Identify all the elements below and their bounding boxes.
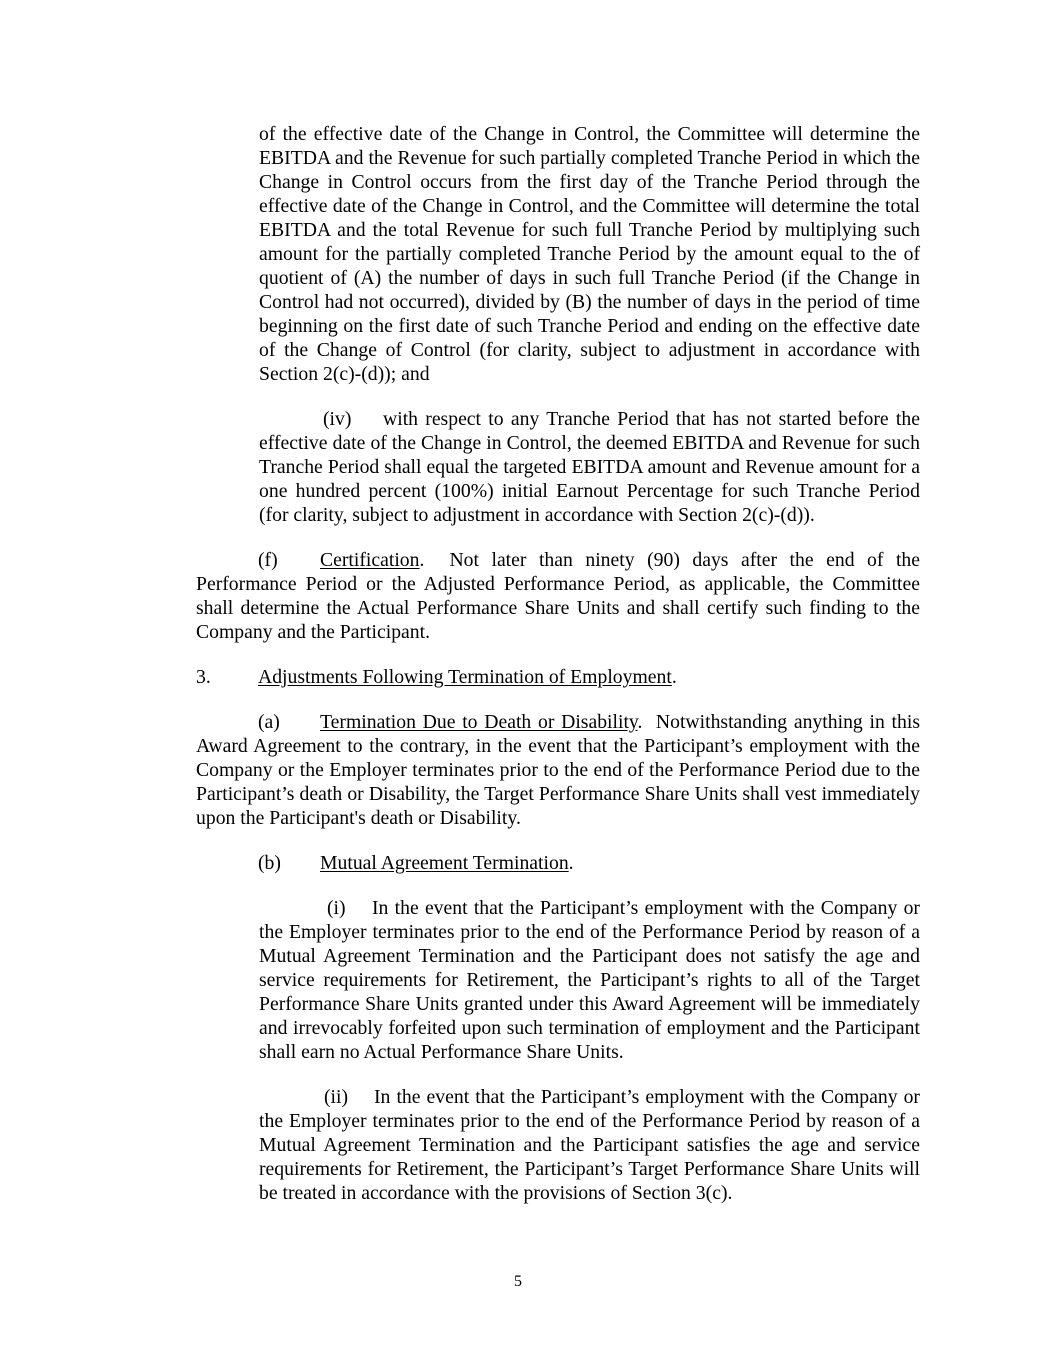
section-3-suffix: . — [671, 666, 677, 688]
clause-a-heading: Termination Due to Death or Disability — [320, 711, 638, 733]
document-body — [196, 122, 920, 1226]
clause-b-label: (b) — [258, 852, 281, 874]
clause-iv — [259, 407, 920, 527]
clause-a-label: (a) — [258, 711, 280, 733]
clause-b-i — [259, 896, 920, 1064]
clause-b-heading — [196, 851, 920, 875]
clause-b-i-label: (i) — [327, 897, 346, 919]
clause-f-certification — [196, 548, 920, 644]
section-3-title: Adjustments Following Termination of Employment — [258, 666, 672, 688]
section-3-number: 3. — [196, 666, 211, 688]
section-3-heading — [196, 665, 920, 689]
clause-b-title: Mutual Agreement Termination — [320, 852, 569, 874]
clause-f-text: . Not later than ninety (90) days after the end of the Performance Period or the Adjusted Performance Period, as applicable, the Committee shall determine the Actual Performance Share Units and shall certify such finding to the Company and the Participant. — [196, 549, 920, 643]
page-number: 5 — [514, 1273, 522, 1290]
clause-a-death-disability — [196, 710, 920, 830]
clause-b-suffix: . — [568, 852, 574, 874]
clause-b-ii — [259, 1085, 920, 1205]
clause-b-i-text: In the event that the Participant’s employment with the Company or the Employer terminates prior to the end of the Performance Period by reason of a Mutual Agreement Termination and the Participant does not satisfy the age and service requirements for Retirement, the Participant’s rights to all of the Target Performance Share Units granted under this Award Agreement will be immediately and irrevocably forfeited upon such termination of employment and the Participant shall earn no Actual Performance Share Units. — [259, 897, 920, 1063]
clause-b-ii-label: (ii) — [324, 1086, 349, 1108]
paragraph-change-in-control: of the effective date of the Change in Control, the Committee will determine the EBITDA and the Revenue for such partially completed Tranche Period in which the Change in Control occurs from the first day of the Tranche Period through the effective date of the Change in Control, and the Committee will determine the total EBITDA and the total Revenue for such full Tranche Period by multiplying such amount for the partially completed Tranche Period by the amount equal to the of quotient of (A) the number of days in such full Tranche Period (if the Change in Control had not occurred), divided by (B) the number of days in the period of time beginning on the first date of such Tranche Period and ending on the effective date of the Change of Control (for clarity, subject to adjustment in accordance with Section 2(c)-(d)); and — [259, 123, 920, 385]
clause-iv-label: (iv) — [323, 408, 352, 430]
clause-f-heading: Certification — [320, 549, 420, 571]
clause-b-ii-text: In the event that the Participant’s employment with the Company or the Employer terminates prior to the end of the Performance Period by reason of a Mutual Agreement Termination and the Participant satisfies the age and service requirements for Retirement, the Participant’s Target Performance Share Units will be treated in accordance with the provisions of Section 3(c). — [259, 1086, 920, 1204]
clause-f-label: (f) — [258, 549, 278, 571]
clause-iv-text: with respect to any Tranche Period that has not started before the effective date of the Change in Control, the deemed EBITDA and Revenue for such Tranche Period shall equal the targeted EBITDA amount and Revenue amount for a one hundred percent (100%) initial Earnout Percentage for such Tranche Period (for clarity, subject to adjustment in accordance with Section 2(c)-(d)). — [259, 408, 920, 526]
clause-a-text: . Notwithstanding anything in this Award Agreement to the contrary, in the event that the Participant’s employment with the Company or the Employer terminates prior to the end of the Performance Period due to the Participant’s death or Disability, the Target Performance Share Units shall vest immediately upon the Participant's death or Disability. — [196, 711, 920, 829]
